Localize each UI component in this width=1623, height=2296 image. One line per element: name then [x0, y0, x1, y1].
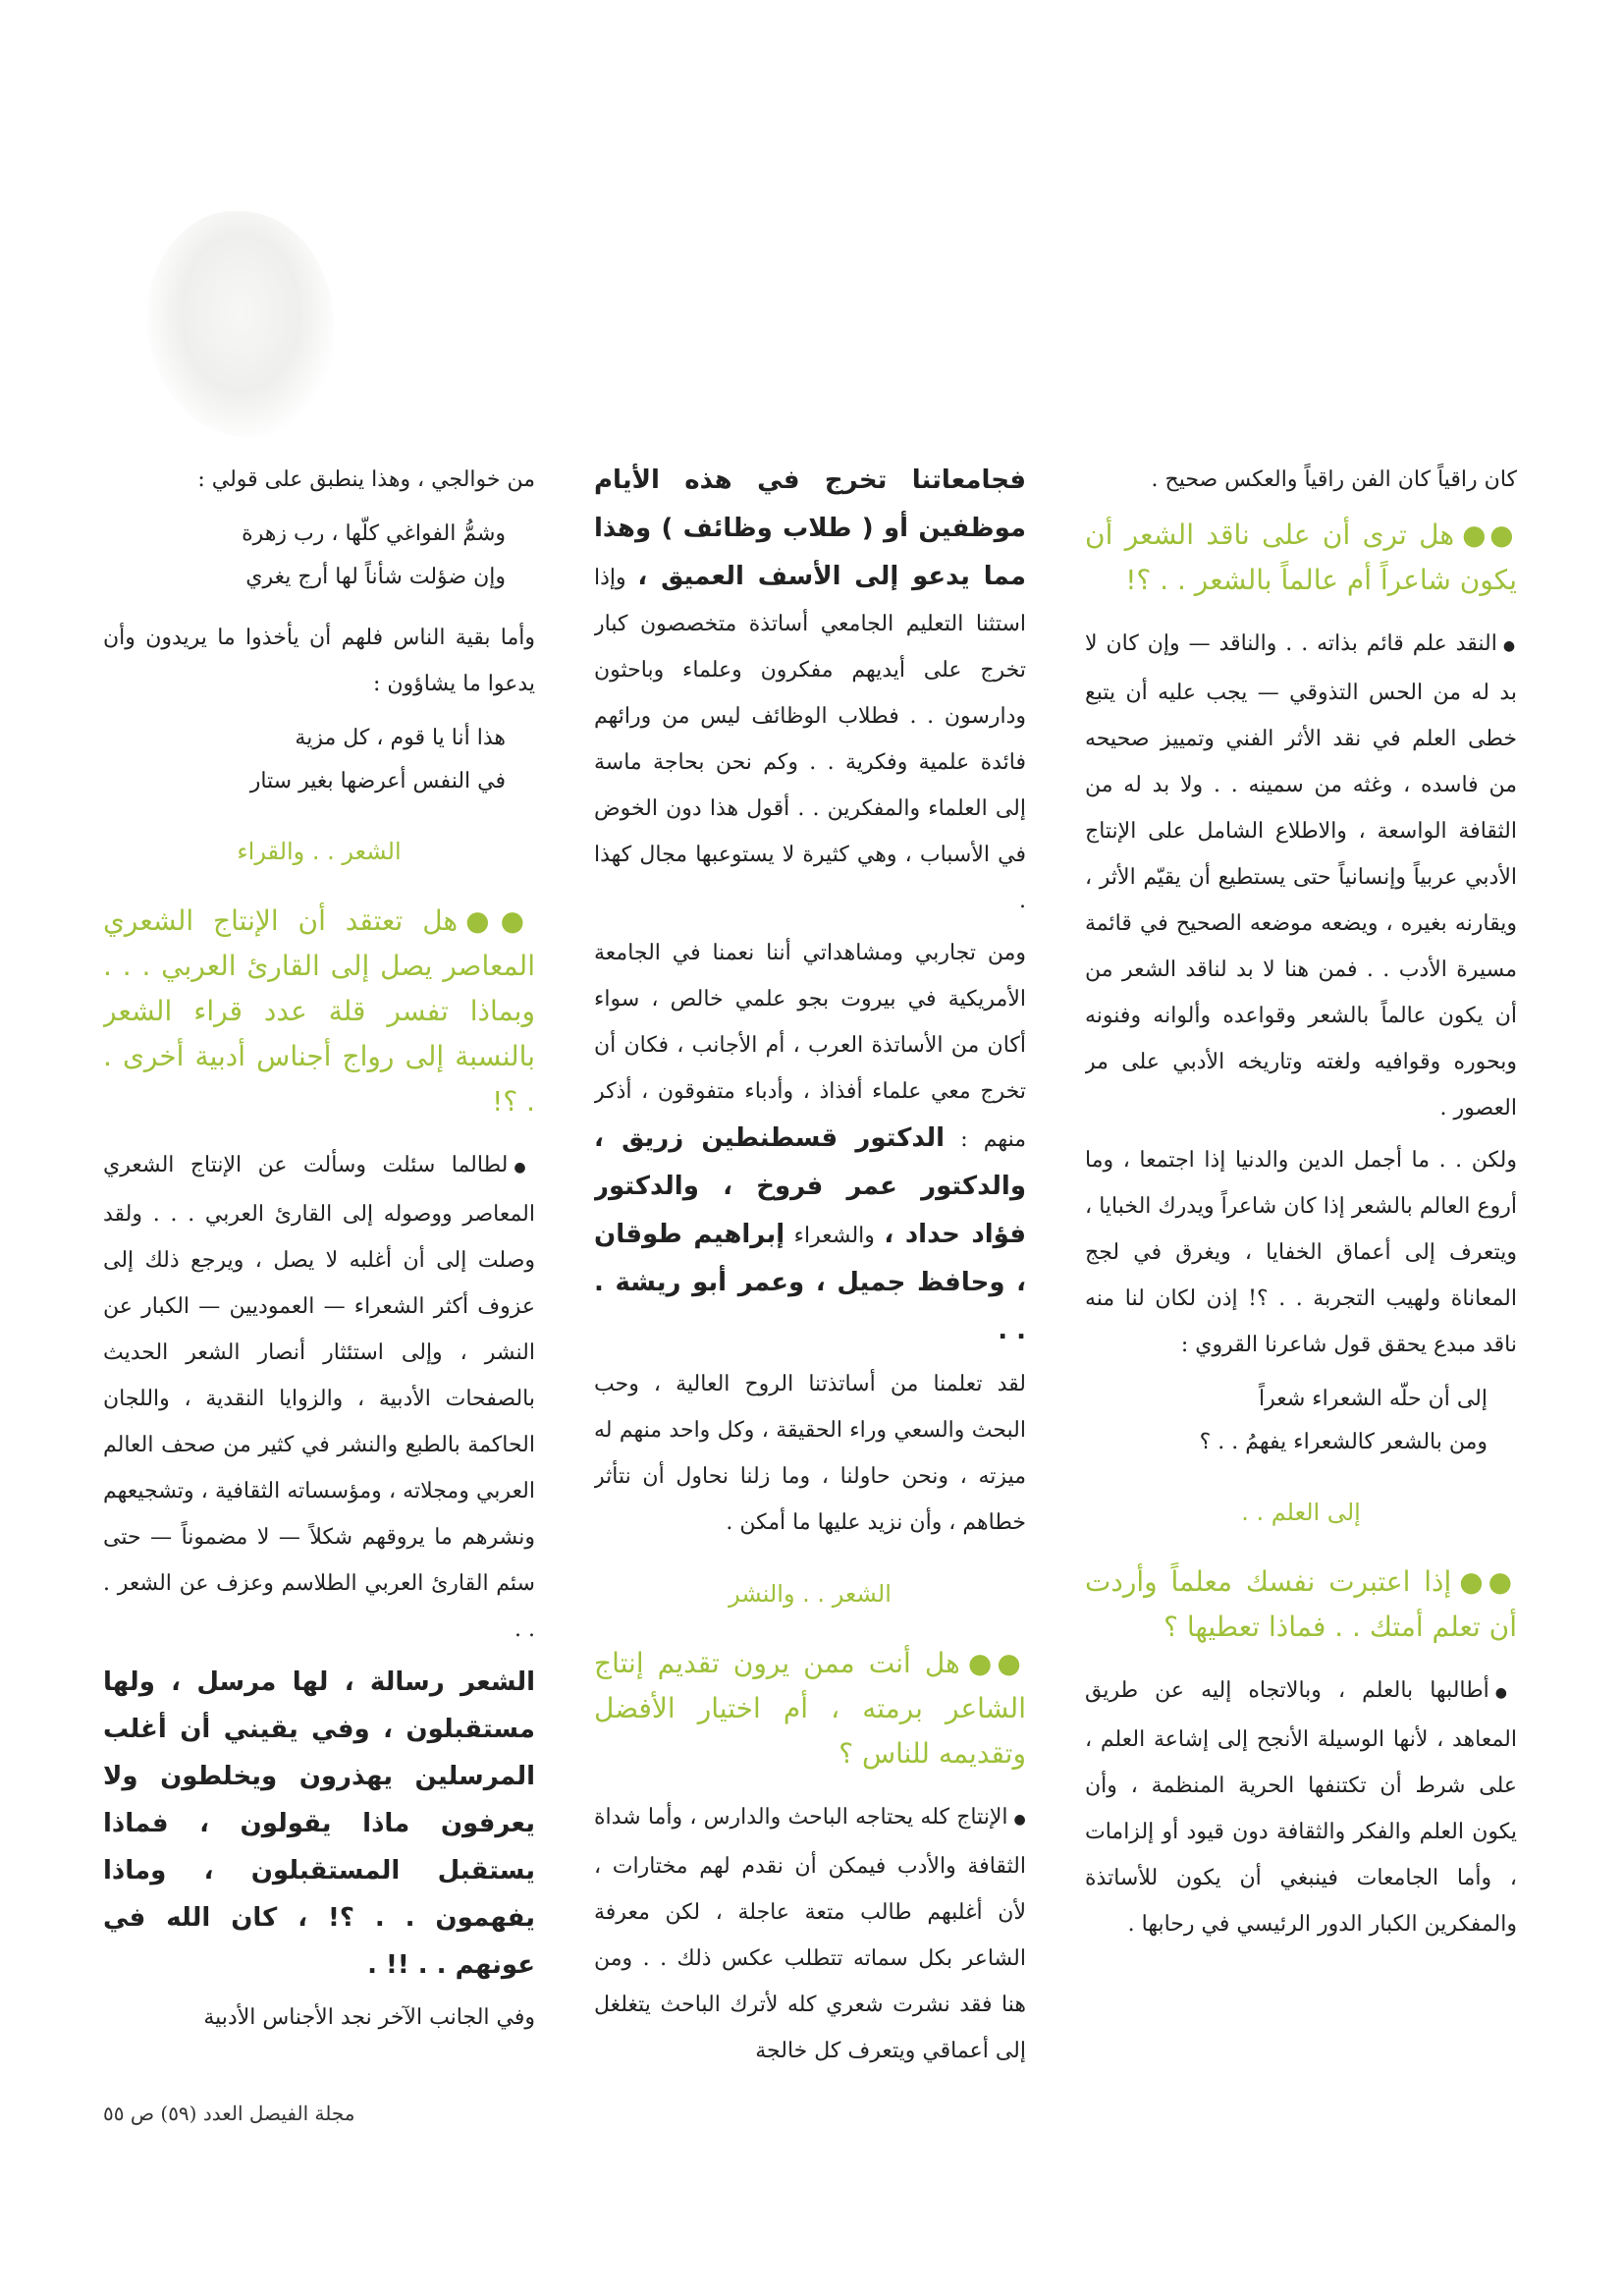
verse-line: وشمُّ الفواغي كلّها ، رب زهرة: [242, 521, 506, 546]
paragraph: ●الإنتاج كله يحتاجه الباحث والدارس ، وأما شداة الثقافة والأدب فيمكن أن نقدم لهم مختارات ، لأن أغلبهم طالب متعة عاجلة ، لكن معرفة الشاعر بكل سماته تتطلب عكس ذلك . . ومن هنا فقد نشرت شعري كله لأترك الباحث يتغلغل إلى أعماقي ويتعرف كل خالجة: [594, 1805, 1026, 2063]
column-right: [1085, 457, 1517, 2077]
bold-paragraph: الشعر رسالة ، لها مرسل ، ولها مستقبلون ، وفي يقيني أن أغلب المرسلين يهذرون ويخلطون ولا يعرفون ماذا يقولون ، فماذا يستقبل المستقبلون ، وماذا يفهمون . . ؟! ، كان الله في عونهم . . !! .: [103, 1667, 535, 1980]
paragraph: فجامعاتنا تخرج في هذه الأيام موظفين أو ( طلاب وظائف ) وهذا مما يدعو إلى الأسف العميق ، وإذا استثنا التعليم الجامعي أساتذة متخصصون كبار تخرج على أيديهم مفكرون وعلماء وباحثون ودارسون . . فطلاب الوظائف ليس من ورائهم فائدة علمية وفكرية . . وكم نحن بحاجة ماسة إلى العلماء والمفكرين . . أقول هذا دون الخوض في الأسباب ، وهي كثيرة لا يستوعبها مجال كهذا .: [594, 465, 1026, 913]
verse-line: هذا أنا يا قوم ، كل مزية: [295, 726, 506, 750]
verse-line: إلى أن حلّه الشعراء شعراً: [1258, 1387, 1488, 1411]
bullet-dot-icon: ●: [1013, 1812, 1026, 1828]
double-dot-icon: ●●: [1459, 1565, 1517, 1598]
paragraph: ولكن . . ما أجمل الدين والدنيا إذا اجتمعا ، وما أروع العالم بالشعر إذا كان شاعراً ويدرك الخبايا ، ويتعرف إلى أعماق الخفايا ، ويغرق في لجج المعاناة ولهيب التجربة . . ؟! إذن لكان لنا منه ناقد مبدع يحقق قول شاعرنا القروي :: [1085, 1148, 1517, 1357]
paragraph: لقد تعلمنا من أساتذتنا الروح العالية ، وحب البحث والسعي وراء الحقيقة ، وكل واحد منهم له ميزته ، ونحن حاولنا ، وما زلنا نحاول أن نتأثر خطاهم ، وأن نزيد عليها ما أمكن .: [594, 1372, 1026, 1535]
verse-line: في النفس أعرضها بغير ستار: [249, 769, 506, 793]
bullet-dot-icon: ●: [1494, 1685, 1517, 1701]
paragraph: من خوالجي ، وهذا ينطبق على قولي :: [197, 467, 535, 492]
paragraph: كان راقياً كان الفن راقياً والعكس صحيح .: [1151, 467, 1517, 492]
verse-line: ومن بالشعر كالشعراء يفهمُ . . ؟: [1199, 1430, 1488, 1454]
question-heading: ●●هل أنت ممن يرون تقديم إنتاج الشاعر برمته ، أم اختيار الأفضل وتقديمه للناس ؟: [594, 1647, 1026, 1770]
paragraph: وأما بقية الناس فلهم أن يأخذوا ما يريدون وأن يدعوا ما يشاؤون :: [103, 626, 535, 696]
bold-text: إبراهيم طوقان ، وحافظ جميل ، وعمر أبو ريشة . . .: [594, 1220, 1026, 1345]
verse: [103, 717, 506, 803]
paragraph: ●النقد علم قائم بذاته . . والناقد — وإن كان لا بد له من الحس التذوقي — يجب عليه أن يتبع خطى العلم في نقد الأثر الفني وتمييز صحيحه من فاسده ، وغثه من سمينه . . ولا بد له من الثقافة الواسعة ، والاطلاع الشامل على الإنتاج الأدبي عربياً وإنسانياً حتى يستطيع أن يقيّم الأثر ، ويقارنه بغيره ، ويضعه موضعه الصحيح في قائمة مسيرة الأدب . . فمن هنا لا بد لناقد الشعر من أن يكون عالماً بالشعر وقواعده وألوانه وفنونه وبحوره وقوافيه ولغته وتاريخه الأدبي على مر العصور .: [1085, 631, 1517, 1121]
double-dot-icon: ●●: [465, 904, 535, 937]
bold-text: الدكتور قسطنطين زريق ، والدكتور عمر فروخ ، والدكتور فؤاد حداد ،: [594, 1123, 1026, 1249]
paragraph: ومن تجاربي ومشاهداتي أننا نعمنا في الجامعة الأمريكية في بيروت بجو علمي خالص ، سواء أكان من الأساتذة العرب ، أم الأجانب ، فكان أن تخرج معي علماء أفذاذ ، وأدباء متفوقون ، أذكر منهم : الدكتور قسطنطين زريق ، والدكتور عمر فروخ ، والدكتور فؤاد حداد ، والشعراء إبراهيم طوقان ، وحافظ جميل ، وعمر أبو ريشة . . .: [594, 941, 1026, 1345]
portrait-photo: [147, 211, 334, 437]
double-dot-icon: ●●: [1462, 519, 1517, 551]
bold-text: فجامعاتنا تخرج في هذه الأيام موظفين أو ( طلاب وظائف ) وهذا مما يدعو إلى الأسف العميق ،: [594, 465, 1026, 591]
section-subheading: الشعر . . والقراء: [237, 838, 402, 865]
question-heading: ●●إذا اعتبرت نفسك معلماً وأردت أن تعلم أمتك . . فماذا تعطيها ؟: [1085, 1565, 1517, 1643]
verse-line: وإن ضؤلت شأناً لها أرج يغري: [245, 565, 506, 589]
section-subheading: إلى العلم . .: [1241, 1499, 1361, 1526]
paragraph: ●أطالبها بالعلم ، وبالاتجاه إليه عن طريق المعاهد ، لأنها الوسيلة الأنجح إلى إشاعة العلم ، على شرط أن تكتنفها الحرية المنظمة ، وأن يكون العلم والفكر والثقافة دون قيود أو إلزامات ، وأما الجامعات فينبغي أن يكون للأساتذة والمفكرين الكبار الدور الرئيسي في رحابها .: [1085, 1678, 1517, 1937]
paragraph: ●لطالما سئلت وسألت عن الإنتاج الشعري المعاصر ووصوله إلى القارئ العربي . . . ولقد وصلت إلى أن أغلبه لا يصل ، ويرجع ذلك إلى عزوف أكثر الشعراء — العموديين — الكبار عن النشر ، وإلى استئثار أنصار الشعر الحديث بالصفحات الأدبية ، والزوايا النقدية ، واللجان الحاكمة بالطبع والنشر في كثير من صحف العالم العربي ومجلاته ، ومؤسساته الثقافية ، وتشجيعهم ونشرهم ما يروقهم شكلاً — لا مضموناً — حتى سئم القارئ العربي الطلاسم وعزف عن الشعر . . .: [103, 1153, 535, 1642]
question-heading: ●●هل تعتقد أن الإنتاج الشعري المعاصر يصل إلى القارئ العربي . . . وبماذا تفسر قلة عدد قراء الشعر بالنسبة إلى رواج أجناس أدبية أخرى . . ؟!: [103, 904, 535, 1118]
bullet-dot-icon: ●: [1502, 638, 1517, 654]
bullet-dot-icon: ●: [514, 1160, 535, 1175]
verse: [103, 513, 506, 599]
section-subheading: الشعر . . والنشر: [729, 1580, 892, 1608]
column-middle: [594, 457, 1026, 2077]
question-heading: ●●هل ترى أن على ناقد الشعر أن يكون شاعراً أم عالماً بالشعر . . ؟!: [1085, 519, 1517, 596]
page-footer: مجلة الفيصل العدد (٥٩) ص ٥٥: [103, 2102, 355, 2125]
verse: [1085, 1378, 1488, 1464]
double-dot-icon: ●●: [967, 1647, 1026, 1679]
paragraph: وفي الجانب الآخر نجد الأجناس الأدبية: [203, 2005, 535, 2030]
column-left: [103, 457, 535, 2077]
